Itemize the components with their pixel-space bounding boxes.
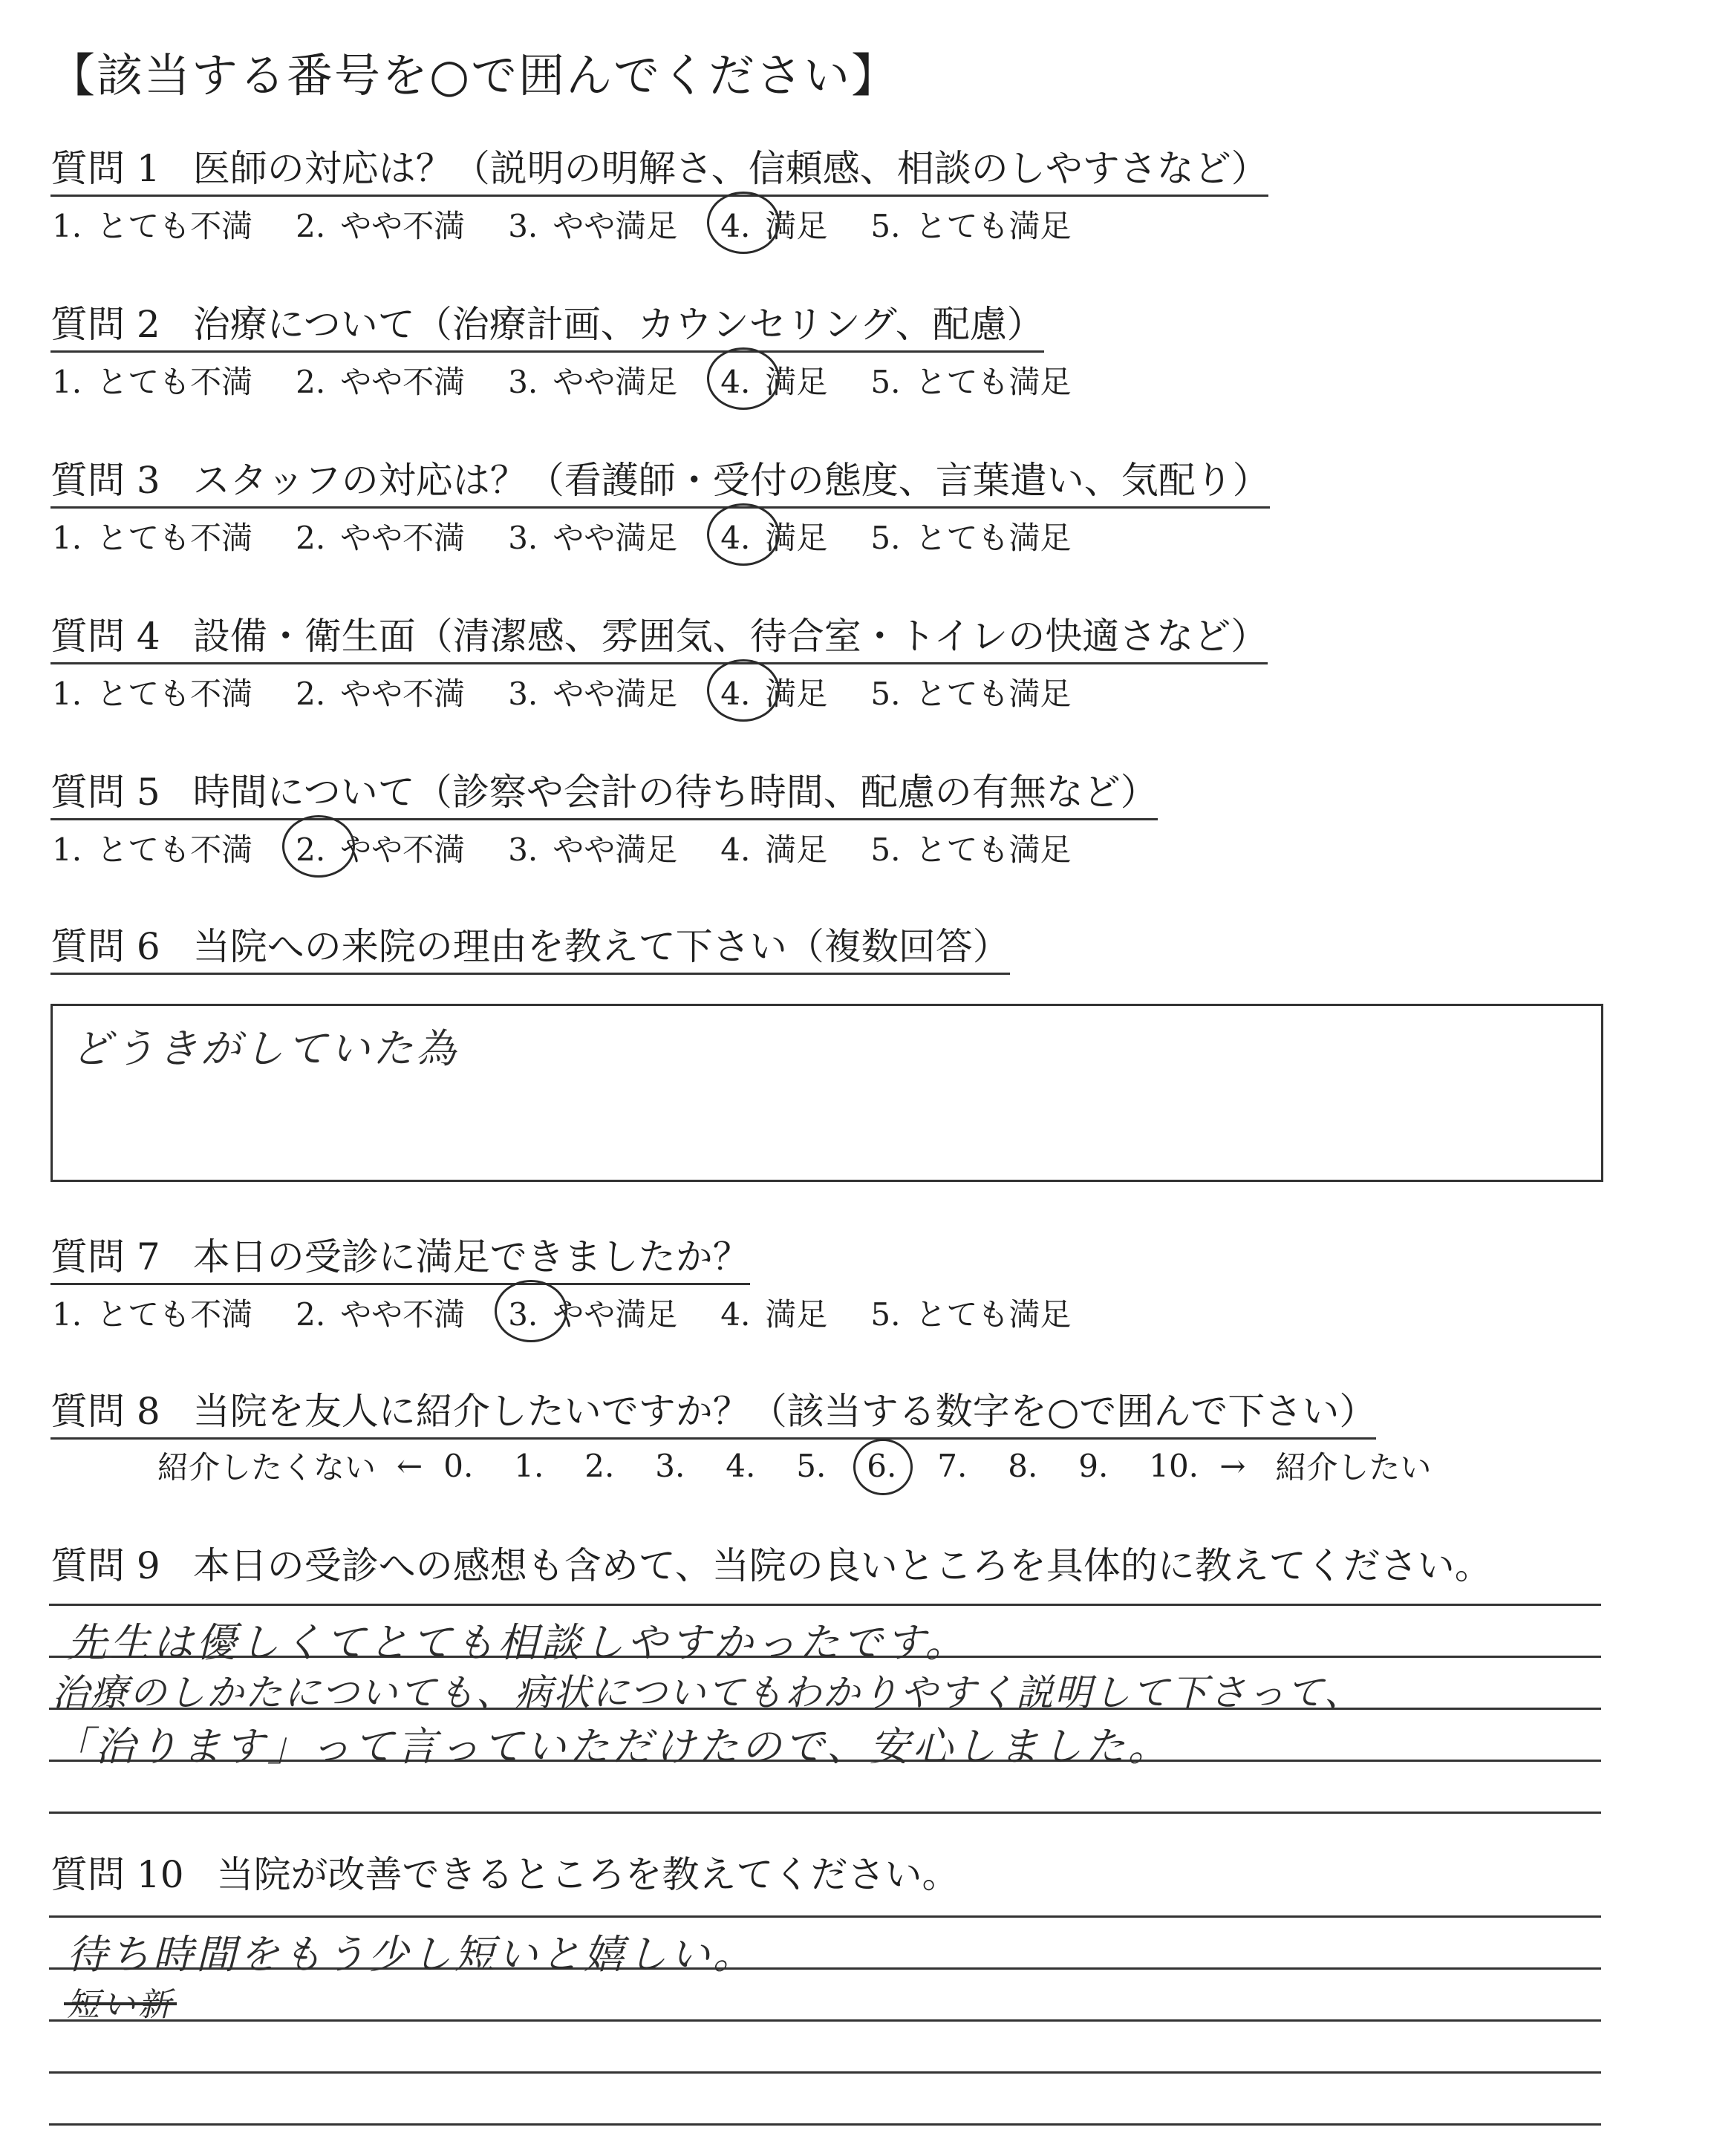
question-10-heading bbox=[50, 1853, 959, 1901]
question-1-number: 質問 1 bbox=[50, 147, 160, 190]
question-1-heading bbox=[50, 147, 1268, 197]
q3-option-3[interactable]: 3. やや満足 bbox=[508, 520, 678, 556]
q7-option-5[interactable]: 5. とても満足 bbox=[870, 1296, 1072, 1333]
q7-option-4[interactable]: 4. 満足 bbox=[720, 1296, 828, 1333]
answer-line bbox=[49, 2071, 1601, 2074]
question-10-text: 当院が改善できるところを教えてください。 bbox=[216, 1853, 959, 1896]
q8-option-4[interactable]: 4. bbox=[726, 1447, 756, 1484]
q1-option-4[interactable]: 4. 満足 bbox=[720, 202, 827, 246]
q3-option-4[interactable]: 4. 満足 bbox=[720, 514, 827, 558]
q8-option-8[interactable]: 8. bbox=[1008, 1447, 1038, 1484]
q5-option-4[interactable]: 4. 満足 bbox=[720, 832, 828, 868]
q4-option-4[interactable]: 4. 満足 bbox=[720, 670, 827, 714]
question-6-number: 質問 6 bbox=[50, 925, 160, 968]
q1-option-2[interactable]: 2. やや不満 bbox=[296, 208, 466, 244]
question-8-heading bbox=[50, 1390, 1377, 1440]
question-6-handwritten-answer: どうきがしていた為 bbox=[71, 1025, 459, 1072]
q3-option-1[interactable]: 1. とても不満 bbox=[52, 520, 253, 556]
q8-option-0[interactable]: 0. bbox=[443, 1447, 474, 1484]
question-3-number: 質問 3 bbox=[50, 459, 160, 502]
answer-line bbox=[49, 1604, 1601, 1606]
q8-option-1[interactable]: 1. bbox=[514, 1447, 544, 1484]
scale-left-label: 紹介したくない bbox=[157, 1449, 377, 1486]
question-10-struck-text: 短い新 bbox=[67, 1978, 174, 2025]
question-9-number: 質問 9 bbox=[50, 1544, 160, 1587]
question-6-heading bbox=[50, 925, 1010, 975]
selection-circle bbox=[707, 192, 780, 254]
right-arrow-icon: → bbox=[1219, 1447, 1246, 1484]
question-5-options bbox=[52, 826, 1114, 870]
question-8-text: 当院を友人に紹介したいですか？（該当する数字を○で囲んで下さい） bbox=[192, 1390, 1377, 1433]
q7-option-1[interactable]: 1. とても不満 bbox=[52, 1296, 253, 1333]
q8-option-5[interactable]: 5. bbox=[796, 1447, 827, 1484]
q4-option-3[interactable]: 3. やや満足 bbox=[508, 676, 678, 712]
question-8-number: 質問 8 bbox=[50, 1390, 160, 1433]
question-7-text: 本日の受診に満足できましたか？ bbox=[192, 1235, 750, 1278]
q8-option-2[interactable]: 2. bbox=[584, 1447, 615, 1484]
question-9-text: 本日の受診への感想も含めて、当院の良いところを具体的に教えてください。 bbox=[192, 1544, 1492, 1587]
question-8-scale bbox=[157, 1443, 1431, 1488]
question-7-heading bbox=[50, 1235, 750, 1285]
q8-option-3[interactable]: 3. bbox=[655, 1447, 685, 1484]
selection-circle bbox=[707, 659, 780, 722]
q2-option-4[interactable]: 4. 満足 bbox=[720, 358, 827, 402]
scale-right-label: 紹介したい bbox=[1275, 1449, 1432, 1486]
q3-option-2[interactable]: 2. やや不満 bbox=[296, 520, 466, 556]
selection-circle bbox=[853, 1439, 913, 1495]
q4-option-2[interactable]: 2. やや不満 bbox=[296, 676, 466, 712]
question-6-text: 当院への来院の理由を教えて下さい（複数回答） bbox=[192, 925, 1010, 968]
q1-option-1[interactable]: 1. とても不満 bbox=[52, 208, 253, 244]
q1-option-5[interactable]: 5. とても満足 bbox=[870, 208, 1072, 244]
q5-option-2[interactable]: 2. やや不満 bbox=[296, 826, 465, 870]
question-9-answer-line-1: 先生は優しくてとても相談しやすかったです。 bbox=[67, 1619, 968, 1666]
question-4-heading bbox=[50, 615, 1268, 664]
selection-circle bbox=[707, 347, 780, 410]
question-3-heading bbox=[50, 459, 1270, 509]
q5-option-1[interactable]: 1. とても不満 bbox=[52, 832, 253, 868]
q3-option-5[interactable]: 5. とても満足 bbox=[870, 520, 1072, 556]
question-7-number: 質問 7 bbox=[50, 1235, 160, 1278]
q8-option-9[interactable]: 9. bbox=[1078, 1447, 1109, 1484]
q2-option-5[interactable]: 5. とても満足 bbox=[870, 364, 1072, 400]
question-7-options bbox=[52, 1290, 1114, 1335]
left-arrow-icon: ← bbox=[397, 1447, 423, 1484]
question-3-options bbox=[52, 514, 1114, 558]
question-10-answer-line-1: 待ち時間をもう少し短いと嬉しい。 bbox=[67, 1931, 756, 1978]
question-2-number: 質問 2 bbox=[50, 303, 160, 346]
question-10-number: 質問 10 bbox=[50, 1853, 184, 1896]
question-5-number: 質問 5 bbox=[50, 771, 160, 814]
question-1-options bbox=[52, 202, 1114, 246]
question-5-heading bbox=[50, 771, 1158, 820]
q4-option-1[interactable]: 1. とても不満 bbox=[52, 676, 253, 712]
question-9-answer-line-2: 治療のしかたについても、病状についてもわかりやすく説明して下さって、 bbox=[52, 1671, 1363, 1714]
question-2-text: 治療について（治療計画、カウンセリング、配慮） bbox=[192, 303, 1044, 346]
question-3-text: スタッフの対応は？（看護師・受付の態度、言葉遣い、気配り） bbox=[192, 459, 1270, 502]
answer-line bbox=[49, 1812, 1601, 1814]
selection-circle bbox=[282, 815, 355, 878]
question-4-number: 質問 4 bbox=[50, 615, 160, 658]
answer-line bbox=[49, 1915, 1601, 1918]
q7-option-3[interactable]: 3. やや満足 bbox=[508, 1290, 677, 1335]
question-2-heading bbox=[50, 303, 1044, 353]
question-9-heading bbox=[50, 1544, 1492, 1592]
q2-option-1[interactable]: 1. とても不満 bbox=[52, 364, 253, 400]
question-2-options bbox=[52, 358, 1114, 402]
q1-option-3[interactable]: 3. やや満足 bbox=[508, 208, 678, 244]
q2-option-3[interactable]: 3. やや満足 bbox=[508, 364, 678, 400]
question-4-options bbox=[52, 670, 1114, 714]
selection-circle bbox=[707, 503, 780, 566]
page-title: 【該当する番号を○で囲んでください】 bbox=[49, 48, 899, 102]
selection-circle bbox=[495, 1280, 567, 1342]
question-9-answer-line-3: 「治ります」って言っていただけたので、安心しました。 bbox=[52, 1723, 1171, 1770]
question-1-text: 医師の対応は？（説明の明解さ、信頼感、相談のしやすさなど） bbox=[192, 147, 1268, 190]
q2-option-2[interactable]: 2. やや不満 bbox=[296, 364, 466, 400]
q8-option-10[interactable]: 10. bbox=[1149, 1447, 1199, 1484]
answer-line bbox=[49, 2019, 1601, 2022]
question-5-text: 時間について（診察や会計の待ち時間、配慮の有無など） bbox=[192, 771, 1158, 814]
q4-option-5[interactable]: 5. とても満足 bbox=[870, 676, 1072, 712]
answer-line bbox=[49, 2123, 1601, 2126]
q5-option-5[interactable]: 5. とても満足 bbox=[870, 832, 1072, 868]
q7-option-2[interactable]: 2. やや不満 bbox=[296, 1296, 466, 1333]
question-4-text: 設備・衛生面（清潔感、雰囲気、待合室・トイレの快適さなど） bbox=[192, 615, 1268, 658]
q5-option-3[interactable]: 3. やや満足 bbox=[508, 832, 678, 868]
q8-option-6[interactable]: 6. bbox=[867, 1448, 937, 1484]
q8-option-7[interactable]: 7. bbox=[937, 1447, 968, 1484]
